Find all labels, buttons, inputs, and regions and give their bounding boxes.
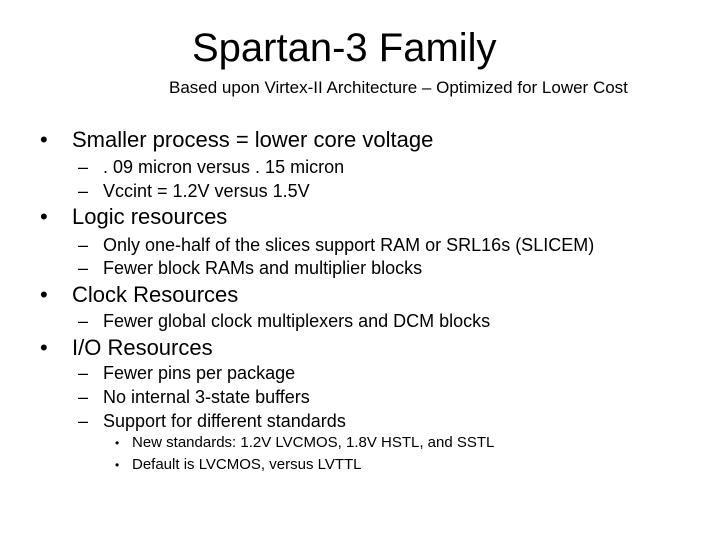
bullet-text: Logic resources	[72, 204, 228, 229]
sub-bullet-text: No internal 3-state buffers	[103, 387, 310, 407]
bullet-icon: •	[115, 436, 120, 450]
slide-title: Spartan-3 Family	[192, 26, 497, 70]
dash-icon: –	[78, 258, 89, 278]
dash-icon: –	[78, 235, 89, 255]
sub-bullet-text: Fewer block RAMs and multiplier blocks	[103, 258, 423, 278]
sub-bullet-text: Fewer pins per package	[103, 363, 296, 383]
dash-icon: –	[78, 311, 89, 331]
bullet-icon: •	[40, 335, 48, 360]
slide-subtitle: Based upon Virtex-II Architecture – Optimized for Lower Cost	[169, 78, 628, 97]
bullet-icon: •	[40, 127, 48, 152]
bullet-icon: •	[40, 204, 48, 229]
bullet-text: Clock Resources	[72, 282, 239, 307]
dash-icon: –	[78, 363, 89, 383]
bullet-text: I/O Resources	[72, 335, 213, 360]
sub-bullet-text: Only one-half of the slices support RAM or SRL16s (SLICEM)	[103, 235, 595, 255]
sub-bullet-text: Vccint = 1.2V versus 1.5V	[103, 181, 310, 201]
sub-bullet-text: Support for different standards	[103, 411, 346, 431]
sub-sub-bullet-text: Default is LVCMOS, versus LVTTL	[132, 456, 362, 473]
bullet-icon: •	[115, 458, 120, 472]
sub-bullet-text: . 09 micron versus . 15 micron	[103, 157, 345, 177]
bullet-text: Smaller process = lower core voltage	[72, 127, 434, 152]
bullet-icon: •	[40, 282, 48, 307]
dash-icon: –	[78, 387, 89, 407]
dash-icon: –	[78, 181, 89, 201]
dash-icon: –	[78, 157, 89, 177]
sub-bullet-text: Fewer global clock multiplexers and DCM blocks	[103, 311, 491, 331]
sub-sub-bullet-text: New standards: 1.2V LVCMOS, 1.8V HSTL, and SSTL	[132, 434, 495, 451]
dash-icon: –	[78, 411, 89, 431]
